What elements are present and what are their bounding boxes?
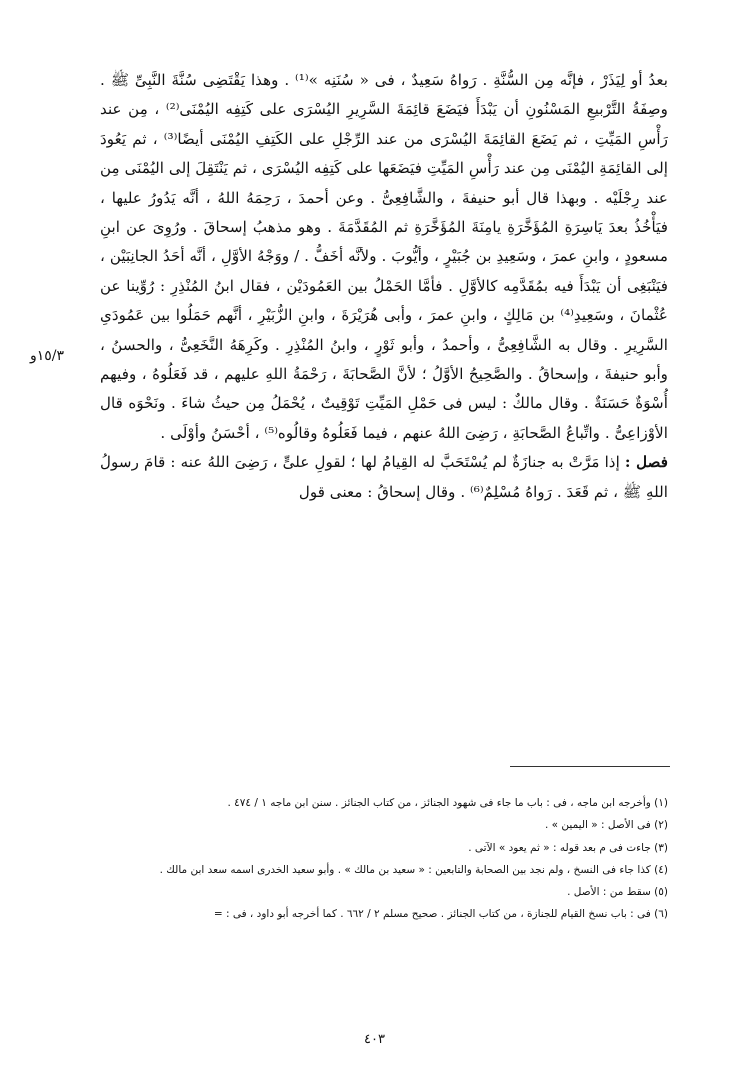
section-label: فصل : [624,453,669,472]
paragraph-section [100,448,668,507]
footnote: (٣) جاءت فى م بعد قوله : « ثم يعود » الآتى . [468,841,668,854]
section-text: إذا مَرَّتْ به جنازَةٌ لم يُسْتَحَبَّ له القِيامُ لها ؛ لقولِ علىٍّ ، رَضِىَ اللهُ عنه : قامَ رسولُ اللهِ ﷺ ، ثم قَعَدَ . رَواهُ مُسْلِمٌ⁽⁶⁾ . وقال إسحاقُ : معنى قول [100,453,668,501]
paragraph: بعدُ أو لِيَذَرْ ، فإنَّه مِن السُّنَّةِ . رَواهُ سَعِيدٌ ، فى « سُنَنِه »⁽¹⁾ . وهذا يَقْتَضِى سُنَّةَ النَّبِىِّ ﷺ . وصِفَةُ التَّرْبيعِ المَسْنُونِ أن يَبْدَأَ فيَضَعَ قائِمَةَ السَّرِيرِ اليُسْرَى على كَتِفِه اليُمْنَى⁽²⁾ ، مِن عند رَأْسِ المَيِّتِ ، ثم يَضَعَ القائِمَةَ اليُسْرَى من عند الرِّجْلِ على الكَتِفِ اليُمْنَى أيضًا⁽³⁾ ، ثم يَعُودَ إلى القائِمَةِ اليُمْنَى مِن عند رَأْسِ المَيِّتِ فيَضَعَها على كَتِفِه اليُسْرَى ، ثم يَنْتَقِلَ إلى اليُمْنَى مِن عند رِجْلَيْه . وبهذا قال أبو حنيفةَ ، والشَّافِعِىُّ . وعن أحمدَ ، رَحِمَهُ اللهُ ، أنَّه يَدُورُ عليها ، فيَأْخُذُ بعدَ يَاسِرَةِ المُؤَخَّرَةِ يامِنَةَ المُؤَخَّرَةِ ثم المُقَدَّمَةَ . وهو مذهبُ إسحاقَ . ورُوِىَ عن ابنِ مسعودٍ ، وابنِ عمرَ ، وسَعِيدِ بن جُبَيْرٍ ، وأيُّوبَ . ولأنَّه أخَفُّ . / ووَجْهُ الأوَّلِ ، أنَّه أحَدُ الجانِبَيْن ، فيَنْبَغِى أن يَبْدَأَ فيه بمُقَدَّمِه كالأوَّلِ . فأمَّا الحَمْلُ بين العَمُودَيْن ، فقال ابنُ المُنْذِرِ : رُوِّينا عن عُثْمانَ ، وسَعِيدِ⁽⁴⁾ بن مَالِكٍ ، وابنِ عمرَ ، وأبى هُرَيْرَةَ ، وابنِ الزُّبَيْرِ ، أنَّهم حَمَلُوا بين عَمُودَىِ السَّرِيرِ . وقال به الشَّافِعِىُّ ، وأحمدُ ، وأبو ثَوْرٍ ، وابنُ المُنْذِرِ . وكَرِهَهُ النَّخَعِىُّ ، والحسنُ ، وأبو حنيفةَ ، وإسحاقُ . والصَّحِيحُ الأوَّلُ ؛ لأنَّ الصَّحابَةَ ، رَحْمَةُ اللهِ عليهم ، قد فَعَلُوهُ ، وفيهم أُسْوَةٌ حَسَنَةٌ . وقال مالكٌ : ليس فى حَمْلِ المَيِّتِ تَوْقِيتٌ ، يُحْمَلُ مِن حيثُ شاءَ . ونَحْوَه قال الأوْزاعِىُّ . واتِّباعُ الصَّحابَةِ ، رَضِىَ اللهُ عنهم ، فيما فَعَلُوهُ وقالُوه⁽⁵⁾ ، أحْسَنُ وأوْلَى . [100,71,668,442]
footnote: (١) وأخرجه ابن ماجه ، فى : باب ما جاء فى شهود الجنائز ، من كتاب الجنائز . سنن ابن ماجه ١ / ٤٧٤ . [227,797,668,809]
footnote: (٢) فى الأصل : « اليمين » . [545,819,668,832]
main-text [100,66,668,507]
footnote: (٥) سقط من : الأصل . [567,886,668,899]
manuscript-folio-note: ١٥/٣و [30,348,65,364]
footnote-divider [510,766,670,767]
page-number: ٤٠٣ [364,1032,385,1047]
footnote: (٤) كذا جاء فى النسخ ، ولم نجد بين الصحابة والتابعين : « سعيد بن مالك » . وأبو سعيد الخدرى اسمه سعد ابن مالك . [159,863,668,876]
footnote: (٦) فى : باب نسخ القيام للجنازة ، من كتاب الجنائز . صحيح مسلم ٢ / ٦٦٢ . كما أخرجه أبو داود ، فى : = [213,908,668,921]
footnotes [100,792,668,926]
